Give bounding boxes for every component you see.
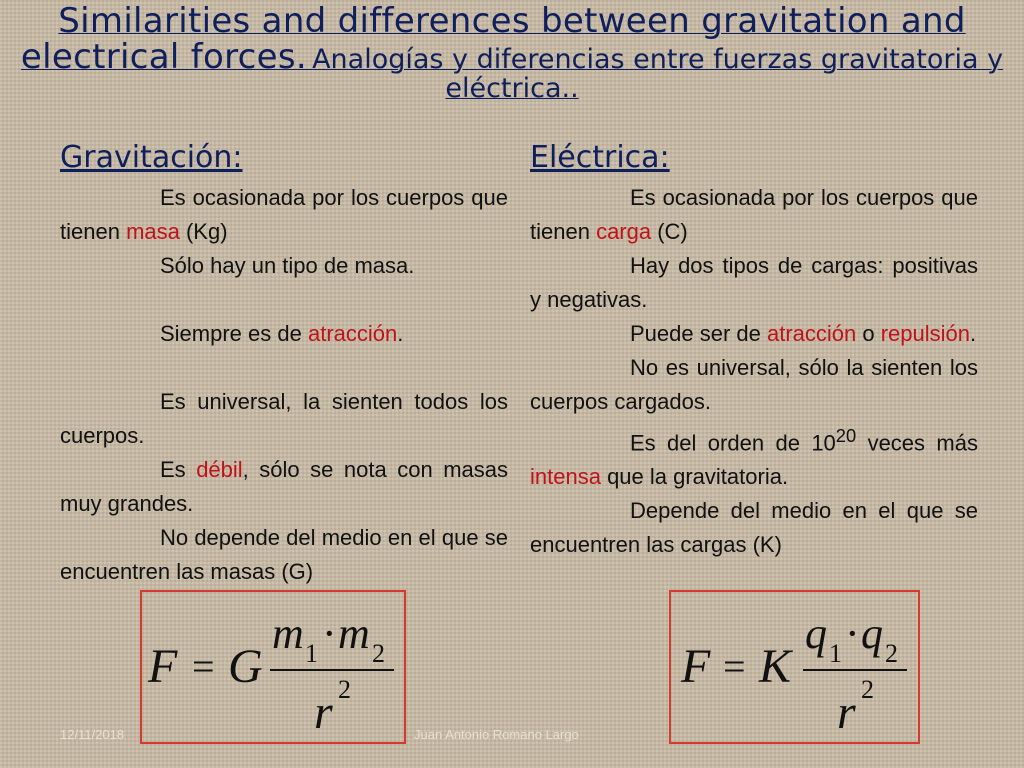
exponent: 20: [835, 425, 857, 446]
formula-exponent-2: 2: [338, 675, 351, 704]
slide-title: [20, 1, 1004, 105]
formula-numerator-m1: m: [272, 609, 304, 658]
text-segment: (C): [651, 219, 688, 244]
gravitation-formula: [140, 590, 406, 744]
highlight-intensa: intensa: [530, 464, 601, 490]
formula-subscript-1: 1: [829, 639, 842, 668]
gravitation-point-cause: [60, 181, 508, 249]
electric-point-medium: Depende del medio en el que se encuentren las cargas (K): [530, 498, 978, 558]
highlight-repulsion: repulsión: [880, 321, 971, 346]
gravitation-point-universal: Es universal, la sienten todos los cuerpos.: [60, 389, 508, 448]
footer-author: Juan Antonio Romano Largo: [414, 727, 579, 742]
formula-subscript-2: 2: [885, 639, 898, 668]
highlight-atraccion: atracción: [766, 321, 857, 346]
footer-date: 12/11/2018: [60, 727, 125, 742]
formula-constant-K: K: [759, 640, 792, 693]
highlight-carga: carga: [596, 219, 652, 244]
text-segment: o: [856, 321, 881, 346]
text-segment: (Kg): [179, 219, 228, 244]
electric-point-not-universal: No es universal, sólo la sienten los cuerpos cargados.: [530, 355, 978, 414]
text-segment: Es: [160, 457, 197, 482]
gravitation-point-types: Sólo hay un tipo de masa.: [160, 253, 415, 278]
spacer: [60, 283, 508, 317]
text-segment: .: [970, 321, 977, 346]
text-segment: veces más: [856, 430, 978, 456]
formula-numerator-q1: q: [805, 609, 827, 658]
spacer: [60, 351, 508, 385]
formula-denominator-r: r: [314, 686, 333, 739]
formula-denominator-r: r: [837, 686, 856, 739]
formula-subscript-2: 2: [372, 639, 385, 668]
gravitation-point-weak: [60, 453, 508, 521]
text-segment: .: [397, 321, 404, 346]
gravitation-heading: Gravitación:: [60, 140, 243, 175]
formula-constant-G: G: [228, 640, 263, 693]
formula-numerator-q2: q: [861, 609, 883, 658]
formula-numerator-m2: m: [338, 609, 370, 658]
electric-heading: Eléctrica:: [530, 140, 670, 175]
text-segment: , sólo se nota con masas muy grandes.: [60, 457, 508, 516]
highlight-masa: masa: [126, 219, 180, 244]
formula-equals-sign: =: [723, 644, 746, 689]
coulomb-law-formula: [671, 592, 918, 742]
highlight-debil: débil: [196, 457, 243, 482]
text-segment: Es del orden de 10: [630, 430, 836, 456]
electric-point-types: Hay dos tipos de cargas: positivas y negativas.: [530, 253, 978, 312]
title-spanish: Analogías y diferencias entre fuerzas gravitatoria y eléctrica..: [312, 43, 1004, 105]
text-segment: que la gravitatoria.: [600, 464, 789, 490]
formula-dot: ·: [845, 609, 860, 658]
formula-force-symbol: F: [148, 640, 178, 693]
electric-point-attraction-repulsion: [530, 317, 978, 351]
electric-formula: [669, 590, 920, 744]
text-segment: Es ocasionada por los cuerpos que tienen: [530, 185, 978, 244]
text-segment: Siempre es de: [160, 321, 308, 346]
gravitation-point-medium: No depende del medio en el que se encuentren las masas (G): [60, 525, 508, 584]
formula-subscript-1: 1: [305, 639, 318, 668]
text-segment: Es ocasionada por los cuerpos que tienen: [60, 185, 508, 244]
title-english: Similarities and differences between gravitation and electrical forces.: [20, 1, 966, 77]
formula-equals-sign: =: [192, 644, 215, 689]
electric-point-cause: [530, 181, 978, 249]
formula-exponent-2: 2: [861, 675, 874, 704]
text-segment: Puede ser de: [630, 321, 767, 346]
electric-column: [530, 140, 978, 562]
highlight-atraccion: atracción: [307, 321, 398, 346]
newton-law-formula: [142, 592, 404, 742]
formula-force-symbol: F: [681, 640, 711, 693]
electric-point-intensity: [530, 419, 978, 494]
formula-dot: ·: [322, 609, 337, 658]
gravitation-column: [60, 140, 508, 589]
gravitation-point-attraction: [60, 317, 508, 351]
